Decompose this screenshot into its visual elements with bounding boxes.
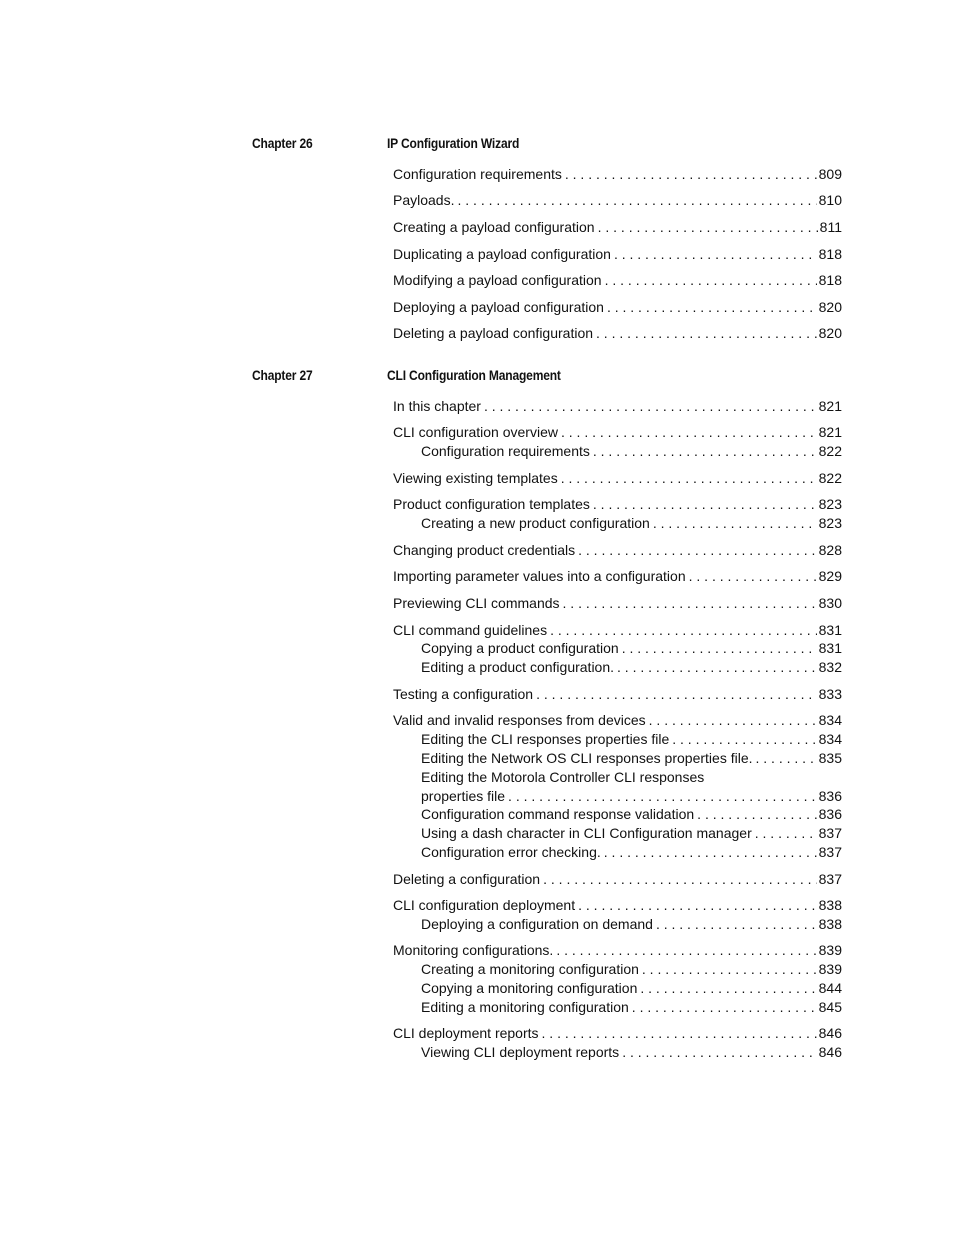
dot-leader [578, 541, 817, 560]
toc-page-number: 837 [818, 825, 842, 842]
toc-page-number: 844 [818, 980, 842, 997]
toc-page-number: 809 [818, 165, 842, 182]
toc-page-number: 834 [818, 712, 842, 729]
toc-entry-title: Using a dash character in CLI Configuration manager [421, 825, 752, 842]
toc-entry[interactable] [393, 423, 842, 442]
dot-leader [653, 514, 817, 533]
toc-entry[interactable] [393, 567, 842, 586]
toc-entry-title: Monitoring configurations. [393, 942, 554, 959]
toc-subentry[interactable] [393, 768, 842, 787]
toc-entry-title: Deploying a payload configuration [393, 298, 604, 315]
toc-group [393, 1024, 842, 1062]
toc-page-number: 821 [818, 397, 842, 414]
toc-page-number: 845 [818, 998, 842, 1015]
toc-page-number: 821 [818, 424, 842, 441]
toc-entry[interactable] [393, 621, 842, 640]
toc-page-number: 820 [818, 298, 842, 315]
toc-entry[interactable] [393, 711, 842, 730]
toc-page-number: 828 [818, 541, 842, 558]
dot-leader [617, 658, 817, 677]
toc-page-number: 846 [818, 1025, 842, 1042]
toc-group [393, 896, 842, 934]
dot-leader [640, 979, 816, 998]
dot-leader [550, 621, 817, 640]
toc-page-number: 839 [818, 961, 842, 978]
toc-entry[interactable] [393, 594, 842, 613]
chapter-26-section [252, 135, 844, 343]
toc-page-number: 836 [818, 787, 842, 804]
toc-entries [393, 165, 842, 343]
toc-entry[interactable] [393, 324, 842, 343]
toc-entry[interactable] [393, 218, 842, 237]
toc-page-number: 838 [818, 915, 842, 932]
toc-subentry[interactable] [393, 960, 842, 979]
toc-entry[interactable] [393, 469, 842, 488]
toc-subentry[interactable] [393, 915, 842, 934]
toc-entry-title: Editing a monitoring configuration [421, 998, 629, 1015]
dot-leader [596, 324, 817, 343]
toc-page-number: 810 [818, 192, 842, 209]
toc-page-number: 832 [818, 659, 842, 676]
toc-subentry[interactable] [393, 749, 842, 768]
toc-entry-title: CLI deployment reports [393, 1025, 539, 1042]
toc-entry[interactable] [393, 298, 842, 317]
toc-entry[interactable] [393, 941, 842, 960]
toc-entry-title: Payloads. [393, 192, 455, 209]
dot-leader [642, 960, 817, 979]
toc-group [393, 469, 842, 488]
toc-entry-title: Viewing CLI deployment reports [421, 1044, 620, 1061]
toc-subentry[interactable] [393, 805, 842, 824]
toc-page-number: 838 [818, 897, 842, 914]
toc-entry[interactable] [393, 245, 842, 264]
toc-page-number: 835 [818, 749, 842, 766]
dot-leader [607, 298, 817, 317]
toc-entry-title: Duplicating a payload configuration [393, 245, 611, 262]
dot-leader [593, 442, 817, 461]
toc-entry-title: Configuration requirements [421, 443, 590, 460]
toc-entry-title: Editing the Motorola Controller CLI responses [421, 768, 705, 785]
chapter-label: Chapter 26 [252, 135, 313, 151]
toc-subentry[interactable] [393, 998, 842, 1017]
toc-page-number: 811 [819, 218, 842, 235]
toc-entry-title: Testing a configuration [393, 685, 534, 702]
dot-leader [542, 1024, 817, 1043]
toc-entry-title: Deploying a configuration on demand [421, 915, 653, 932]
toc-entry-title: Previewing CLI commands [393, 594, 560, 611]
toc-page-number: 818 [818, 272, 842, 289]
toc-subentry[interactable] [393, 843, 842, 862]
toc-entry-title: Creating a payload configuration [393, 218, 595, 235]
dot-leader [755, 824, 817, 843]
dot-leader [457, 191, 816, 210]
toc-group [393, 245, 842, 264]
dot-leader [656, 915, 817, 934]
toc-entry[interactable] [393, 165, 842, 184]
toc-entry[interactable] [393, 191, 842, 210]
toc-group [393, 541, 842, 560]
toc-group [393, 941, 842, 1016]
dot-leader [622, 1043, 816, 1062]
toc-entry-title: Viewing existing templates [393, 469, 558, 486]
toc-group [393, 594, 842, 613]
toc-subentry[interactable] [393, 1043, 842, 1062]
toc-entries [393, 397, 842, 1062]
toc-entry-title: Configuration command response validation [421, 806, 695, 823]
toc-entry-title: Product configuration templates [393, 496, 590, 513]
dot-leader [484, 397, 817, 416]
toc-page-number: 837 [818, 843, 842, 860]
toc-page-number: 834 [818, 731, 842, 748]
toc-group [393, 271, 842, 290]
dot-leader [536, 685, 817, 704]
dot-leader [563, 594, 817, 613]
toc-group [393, 218, 842, 237]
toc-group [393, 423, 842, 461]
toc-subentry[interactable] [393, 514, 842, 533]
chapter-title: CLI Configuration Management [387, 367, 561, 383]
toc-entry[interactable] [393, 397, 842, 416]
toc-group [393, 191, 842, 210]
toc-group [393, 567, 842, 586]
dot-leader [578, 896, 817, 915]
chapter-27-section [252, 367, 844, 1062]
toc-entry-title: Configuration requirements [393, 165, 562, 182]
toc-group [393, 165, 842, 184]
toc-page-number: 833 [818, 685, 842, 702]
toc-subentry[interactable] [393, 730, 842, 749]
toc-page-number: 831 [818, 621, 842, 638]
toc-page-number: 837 [818, 870, 842, 887]
toc-entry-title: Importing parameter values into a configuration [393, 568, 686, 585]
toc-page-number: 829 [818, 568, 842, 585]
dot-leader [632, 998, 817, 1017]
toc-entry-title: Creating a monitoring configuration [421, 961, 639, 978]
dot-leader [649, 711, 817, 730]
toc-group [393, 298, 842, 317]
dot-leader [598, 218, 818, 237]
toc-entry-title: CLI configuration overview [393, 424, 558, 441]
toc-entry-title: Valid and invalid responses from devices [393, 712, 646, 729]
toc-page-number: 846 [818, 1044, 842, 1061]
toc-group [393, 495, 842, 533]
toc-entry-title: Modifying a payload configuration [393, 272, 602, 289]
toc-entry[interactable] [393, 685, 842, 704]
toc-group [393, 870, 842, 889]
dot-leader [508, 787, 817, 806]
dot-leader [672, 730, 816, 749]
toc-entry-title: Copying a product configuration [421, 640, 619, 657]
toc-entry[interactable] [393, 896, 842, 915]
dot-leader [622, 639, 817, 658]
dot-leader [593, 495, 817, 514]
dot-leader [604, 843, 817, 862]
toc-page-number: 836 [818, 806, 842, 823]
toc-page-number: 822 [818, 443, 842, 460]
toc-entry-title: Copying a monitoring configuration [421, 980, 638, 997]
chapter-label: Chapter 27 [252, 367, 313, 383]
toc-page-number: 839 [818, 942, 842, 959]
dot-leader [543, 870, 817, 889]
toc-entry-title: Deleting a configuration [393, 870, 541, 887]
toc-entry-title: properties file [421, 787, 506, 804]
toc-subentry[interactable] [393, 442, 842, 461]
toc-subentry[interactable] [393, 787, 842, 806]
chapter-heading [252, 367, 844, 389]
dot-leader [756, 749, 817, 768]
toc-group [393, 621, 842, 677]
toc-entry[interactable] [393, 495, 842, 514]
toc-entry-title: Editing the Network OS CLI responses properties file. [421, 749, 753, 766]
toc-entry-title: Creating a new product configuration [421, 515, 650, 532]
toc-entry[interactable] [393, 271, 842, 290]
toc-page-number: 823 [818, 515, 842, 532]
toc-group [393, 324, 842, 343]
dot-leader [561, 423, 817, 442]
toc-subentry[interactable] [393, 658, 842, 677]
toc-group [393, 397, 842, 416]
toc-page-number: 830 [818, 594, 842, 611]
dot-leader [561, 469, 817, 488]
toc-page-number: 831 [818, 640, 842, 657]
toc-group [393, 685, 842, 704]
toc-page-number: 820 [818, 325, 842, 342]
dot-leader [689, 567, 817, 586]
toc-group [393, 711, 842, 861]
chapter-heading [252, 135, 844, 157]
toc-entry-title: In this chapter [393, 397, 481, 414]
toc-subentry[interactable] [393, 639, 842, 658]
toc-entry-title: Editing a product configuration. [421, 659, 615, 676]
toc-entry[interactable] [393, 870, 842, 889]
toc-entry-title: Configuration error checking. [421, 843, 601, 860]
chapter-title: IP Configuration Wizard [387, 135, 520, 151]
toc-page-number: 822 [818, 469, 842, 486]
toc-entry-title: CLI command guidelines [393, 621, 548, 638]
toc-subentry[interactable] [393, 824, 842, 843]
dot-leader [697, 805, 816, 824]
toc-entry-title: Changing product credentials [393, 541, 576, 558]
toc-page-number: 818 [818, 245, 842, 262]
dot-leader [556, 941, 816, 960]
toc-page-number: 823 [818, 496, 842, 513]
toc-entry-title: CLI configuration deployment [393, 897, 576, 914]
dot-leader [605, 271, 817, 290]
toc-entry[interactable] [393, 541, 842, 560]
dot-leader [565, 165, 817, 184]
toc-entry-title: Editing the CLI responses properties file [421, 731, 670, 748]
toc-subentry[interactable] [393, 979, 842, 998]
dot-leader [614, 245, 817, 264]
toc-entry[interactable] [393, 1024, 842, 1043]
toc-entry-title: Deleting a payload configuration [393, 325, 594, 342]
